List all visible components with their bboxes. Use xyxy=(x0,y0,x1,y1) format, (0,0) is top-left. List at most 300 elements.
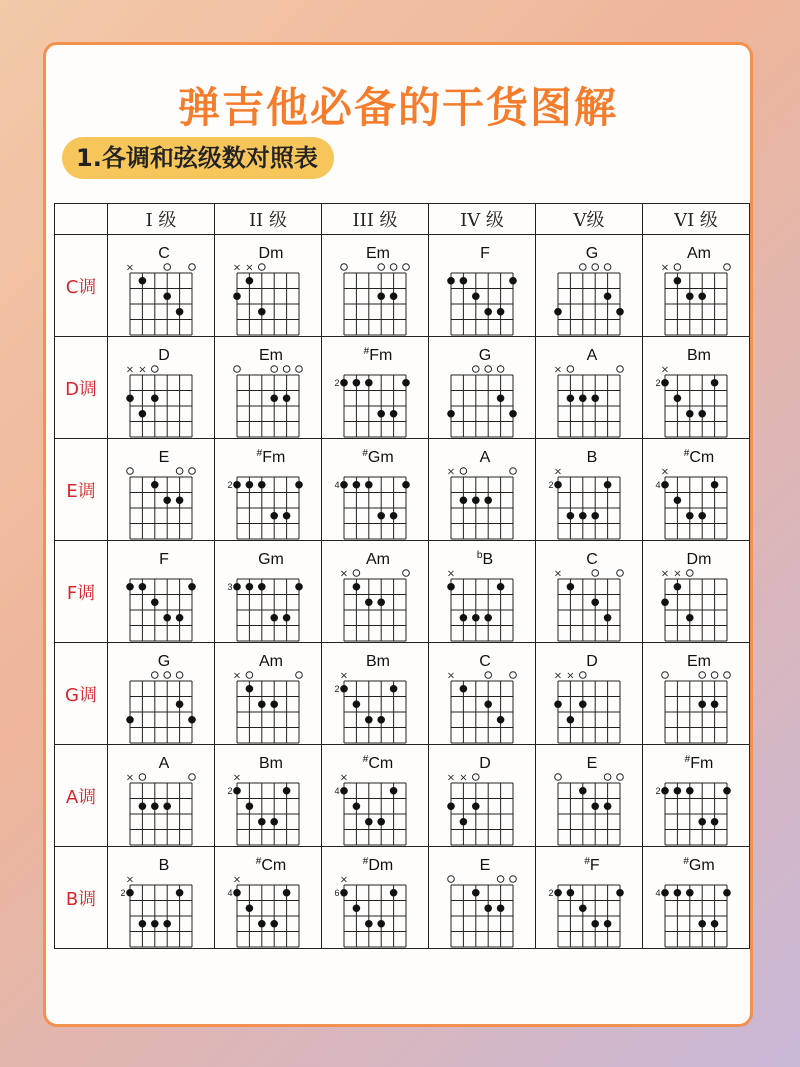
chord-name: Em xyxy=(687,653,711,670)
muted-string-marker: × xyxy=(125,772,135,784)
chord-name: #Fm xyxy=(363,346,393,364)
chord-diagram xyxy=(429,337,535,438)
finger-dot xyxy=(151,920,159,928)
fret-number: 4 xyxy=(655,887,661,898)
fretboard-grid xyxy=(451,783,513,845)
finger-dot xyxy=(460,818,468,826)
finger-dot xyxy=(591,920,599,928)
chord-cell xyxy=(536,541,643,643)
finger-dot xyxy=(295,583,303,591)
muted-string-marker: × xyxy=(245,262,254,274)
finger-dot xyxy=(340,787,348,795)
open-string-marker xyxy=(127,468,134,475)
fret-number: 2 xyxy=(120,887,126,898)
open-string-marker xyxy=(592,570,599,577)
open-string-marker xyxy=(152,366,159,373)
muted-string-marker: × xyxy=(660,466,670,478)
finger-dot xyxy=(567,716,575,724)
chord-name: B xyxy=(586,449,598,466)
chord-diagram xyxy=(108,847,214,948)
finger-dot xyxy=(353,481,361,489)
finger-dot xyxy=(377,598,385,606)
finger-dot xyxy=(258,481,266,489)
fret-number: 4 xyxy=(334,479,340,490)
fretboard-grid xyxy=(130,477,192,539)
chord-diagram xyxy=(643,541,749,642)
finger-dot xyxy=(176,614,184,622)
finger-dot xyxy=(460,685,468,693)
open-string-marker xyxy=(555,774,562,781)
fret-number: 6 xyxy=(334,887,340,898)
chord-cell xyxy=(429,745,536,847)
fret-number: 4 xyxy=(227,887,233,898)
chord-diagram xyxy=(643,745,749,846)
open-string-marker xyxy=(390,264,397,271)
chord-name: #Gm xyxy=(362,448,394,466)
muted-string-marker: × xyxy=(553,568,563,580)
finger-dot xyxy=(579,394,587,402)
fretboard-grid xyxy=(451,477,513,539)
muted-string-marker: × xyxy=(125,262,135,274)
finger-dot xyxy=(151,598,159,606)
finger-dot xyxy=(686,614,694,622)
fret-number: 2 xyxy=(548,887,554,898)
chord-cell xyxy=(215,439,322,541)
finger-dot xyxy=(711,920,719,928)
chord-diagram xyxy=(429,745,535,846)
key-label: E调 xyxy=(55,439,108,541)
chord-name: G xyxy=(157,653,171,670)
finger-dot xyxy=(163,496,171,504)
fret-number: 2 xyxy=(227,785,233,796)
chord-diagram xyxy=(215,745,321,846)
chord-cell xyxy=(643,337,750,439)
open-string-marker xyxy=(283,366,290,373)
chord-diagram xyxy=(536,235,642,336)
chord-cell xyxy=(322,235,429,337)
finger-dot xyxy=(711,379,719,387)
open-string-marker xyxy=(152,672,159,679)
open-string-marker xyxy=(724,264,731,271)
finger-dot xyxy=(377,292,385,300)
chord-name: D xyxy=(586,653,598,670)
finger-dot xyxy=(340,379,348,387)
finger-dot xyxy=(390,292,398,300)
chord-diagram xyxy=(108,439,214,540)
open-string-marker xyxy=(497,876,504,883)
chord-cell xyxy=(643,235,750,337)
table-row xyxy=(55,643,750,745)
open-string-marker xyxy=(604,264,611,271)
open-string-marker xyxy=(403,570,410,577)
finger-dot xyxy=(591,512,599,520)
finger-dot xyxy=(163,802,171,810)
chart-card xyxy=(43,42,753,1027)
finger-dot xyxy=(591,802,599,810)
chord-cell xyxy=(643,439,750,541)
table-row xyxy=(55,337,750,439)
chord-cell xyxy=(108,643,215,745)
finger-dot xyxy=(604,802,612,810)
finger-dot xyxy=(283,787,291,795)
open-string-marker xyxy=(662,672,669,679)
finger-dot xyxy=(139,802,147,810)
finger-dot xyxy=(554,308,562,316)
chord-name: Dm xyxy=(258,245,284,262)
muted-string-marker: × xyxy=(446,772,456,784)
chord-cell xyxy=(536,235,643,337)
finger-dot xyxy=(567,583,575,591)
key-label: G调 xyxy=(55,643,108,745)
finger-dot xyxy=(233,583,241,591)
degree-header: IV 级 xyxy=(429,204,536,235)
chord-diagram xyxy=(643,337,749,438)
finger-dot xyxy=(604,614,612,622)
finger-dot xyxy=(661,598,669,606)
finger-dot xyxy=(472,802,480,810)
chord-cell xyxy=(429,847,536,949)
finger-dot xyxy=(377,512,385,520)
finger-dot xyxy=(176,700,184,708)
chord-diagram xyxy=(108,745,214,846)
open-string-marker xyxy=(189,774,196,781)
finger-dot xyxy=(591,598,599,606)
chord-cell xyxy=(322,745,429,847)
fretboard-grid xyxy=(344,273,406,335)
fretboard-grid xyxy=(451,375,513,437)
finger-dot xyxy=(579,904,587,912)
finger-dot xyxy=(698,512,706,520)
finger-dot xyxy=(402,481,410,489)
chord-name: C xyxy=(158,245,170,262)
finger-dot xyxy=(554,889,562,897)
muted-string-marker: × xyxy=(232,262,242,274)
finger-dot xyxy=(686,410,694,418)
chord-name: E xyxy=(479,857,491,874)
chord-cell xyxy=(429,337,536,439)
chord-diagram xyxy=(215,541,321,642)
chord-cell xyxy=(536,337,643,439)
finger-dot xyxy=(567,889,575,897)
finger-dot xyxy=(661,889,669,897)
finger-dot xyxy=(340,889,348,897)
chord-cell xyxy=(108,235,215,337)
finger-dot xyxy=(365,920,373,928)
fret-number: 2 xyxy=(227,479,233,490)
chord-diagram xyxy=(429,643,535,744)
finger-dot xyxy=(402,379,410,387)
chord-cell xyxy=(322,337,429,439)
open-string-marker xyxy=(246,672,253,679)
finger-dot xyxy=(233,889,241,897)
chord-diagram xyxy=(215,439,321,540)
open-string-marker xyxy=(580,672,587,679)
chord-cell xyxy=(215,337,322,439)
finger-dot xyxy=(188,716,196,724)
chord-cell xyxy=(429,439,536,541)
finger-dot xyxy=(616,889,624,897)
finger-dot xyxy=(246,685,254,693)
fretboard-grid xyxy=(558,273,620,335)
chord-name: A xyxy=(479,449,491,466)
chord-name: Am xyxy=(366,551,390,568)
open-string-marker xyxy=(510,672,517,679)
muted-string-marker: × xyxy=(125,874,135,886)
muted-string-marker: × xyxy=(553,670,563,682)
muted-string-marker: × xyxy=(660,262,670,274)
finger-dot xyxy=(579,700,587,708)
chord-name: A xyxy=(586,347,598,364)
chord-cell xyxy=(108,745,215,847)
chord-name: Bm xyxy=(366,653,390,670)
finger-dot xyxy=(509,410,517,418)
finger-dot xyxy=(447,410,455,418)
finger-dot xyxy=(246,904,254,912)
finger-dot xyxy=(711,481,719,489)
finger-dot xyxy=(579,512,587,520)
finger-dot xyxy=(698,292,706,300)
finger-dot xyxy=(723,889,731,897)
fretboard-grid xyxy=(237,375,299,437)
finger-dot xyxy=(126,716,134,724)
finger-dot xyxy=(283,614,291,622)
finger-dot xyxy=(246,481,254,489)
table-row xyxy=(55,847,750,949)
muted-string-marker: × xyxy=(446,670,456,682)
open-string-marker xyxy=(176,672,183,679)
chord-cell xyxy=(322,439,429,541)
fretboard-grid xyxy=(130,783,192,845)
chord-cell xyxy=(643,745,750,847)
muted-string-marker: × xyxy=(553,364,563,376)
degree-header: II 级 xyxy=(215,204,322,235)
finger-dot xyxy=(711,700,719,708)
open-string-marker xyxy=(271,366,278,373)
chord-cell xyxy=(536,643,643,745)
chord-name: D xyxy=(158,347,170,364)
muted-string-marker: × xyxy=(339,670,349,682)
open-string-marker xyxy=(164,672,171,679)
finger-dot xyxy=(497,583,505,591)
chord-diagram xyxy=(322,541,428,642)
finger-dot xyxy=(340,481,348,489)
open-string-marker xyxy=(604,774,611,781)
finger-dot xyxy=(390,410,398,418)
finger-dot xyxy=(497,904,505,912)
chord-name: #Cm xyxy=(362,754,394,772)
finger-dot xyxy=(365,379,373,387)
open-string-marker xyxy=(473,366,480,373)
chord-cell xyxy=(322,643,429,745)
open-string-marker xyxy=(567,366,574,373)
finger-dot xyxy=(353,802,361,810)
page-title: 弹吉他必备的干货图解 xyxy=(177,83,618,132)
open-string-marker xyxy=(592,264,599,271)
chord-name: G xyxy=(585,245,599,262)
chord-name: #Dm xyxy=(362,856,394,874)
finger-dot xyxy=(340,685,348,693)
finger-dot xyxy=(151,802,159,810)
finger-dot xyxy=(353,583,361,591)
finger-dot xyxy=(353,700,361,708)
finger-dot xyxy=(484,308,492,316)
finger-dot xyxy=(567,512,575,520)
chord-diagram xyxy=(108,235,214,336)
finger-dot xyxy=(674,889,682,897)
chord-cell xyxy=(215,745,322,847)
muted-string-marker: × xyxy=(459,772,468,784)
chord-name: Em xyxy=(366,245,390,262)
degree-header: I 级 xyxy=(108,204,215,235)
chord-diagram xyxy=(108,337,214,438)
open-string-marker xyxy=(617,366,624,373)
chord-name: F xyxy=(159,551,169,568)
open-string-marker xyxy=(176,468,183,475)
finger-dot xyxy=(377,410,385,418)
finger-dot xyxy=(353,379,361,387)
muted-string-marker: × xyxy=(566,670,575,682)
section-badge: 1.各调和弦级数对照表 xyxy=(62,137,334,179)
open-string-marker xyxy=(378,264,385,271)
chord-cell xyxy=(429,643,536,745)
muted-string-marker: × xyxy=(232,670,242,682)
chord-diagram xyxy=(536,541,642,642)
finger-dot xyxy=(283,512,291,520)
finger-dot xyxy=(176,496,184,504)
finger-dot xyxy=(509,277,517,285)
finger-dot xyxy=(258,920,266,928)
finger-dot xyxy=(698,410,706,418)
open-string-marker xyxy=(403,264,410,271)
fret-number: 2 xyxy=(334,377,340,388)
finger-dot xyxy=(126,889,134,897)
muted-string-marker: × xyxy=(553,466,563,478)
chord-cell xyxy=(215,847,322,949)
finger-dot xyxy=(390,685,398,693)
chord-cell xyxy=(322,847,429,949)
finger-dot xyxy=(246,583,254,591)
table-row xyxy=(55,541,750,643)
finger-dot xyxy=(472,614,480,622)
finger-dot xyxy=(460,614,468,622)
muted-string-marker: × xyxy=(660,568,670,580)
fretboard-grid xyxy=(558,681,620,743)
fretboard-grid xyxy=(130,375,192,437)
open-string-marker xyxy=(234,366,241,373)
chord-name: Bm xyxy=(687,347,711,364)
finger-dot xyxy=(258,700,266,708)
finger-dot xyxy=(295,481,303,489)
chord-table xyxy=(54,203,750,949)
header-row xyxy=(55,204,750,235)
finger-dot xyxy=(604,920,612,928)
finger-dot xyxy=(711,818,719,826)
chord-diagram xyxy=(322,235,428,336)
chord-name: $^b$B xyxy=(476,550,494,568)
finger-dot xyxy=(353,904,361,912)
open-string-marker xyxy=(485,672,492,679)
finger-dot xyxy=(163,292,171,300)
chord-name: Am xyxy=(259,653,283,670)
open-string-marker xyxy=(259,264,266,271)
finger-dot xyxy=(674,583,682,591)
finger-dot xyxy=(591,394,599,402)
chord-diagram xyxy=(108,643,214,744)
chord-cell xyxy=(322,541,429,643)
chord-name: #F xyxy=(584,856,600,874)
finger-dot xyxy=(365,818,373,826)
chord-diagram xyxy=(643,643,749,744)
table-row xyxy=(55,745,750,847)
chord-diagram xyxy=(322,439,428,540)
finger-dot xyxy=(567,394,575,402)
finger-dot xyxy=(233,292,241,300)
finger-dot xyxy=(698,700,706,708)
fret-number: 4 xyxy=(655,479,661,490)
open-string-marker xyxy=(341,264,348,271)
open-string-marker xyxy=(497,366,504,373)
chord-diagram xyxy=(536,847,642,948)
chord-cell xyxy=(215,541,322,643)
chord-name: C xyxy=(586,551,598,568)
chord-cell xyxy=(215,235,322,337)
header-corner xyxy=(55,204,108,235)
chord-cell xyxy=(643,643,750,745)
open-string-marker xyxy=(674,264,681,271)
key-label: A调 xyxy=(55,745,108,847)
chord-cell xyxy=(429,541,536,643)
finger-dot xyxy=(139,277,147,285)
finger-dot xyxy=(497,394,505,402)
finger-dot xyxy=(472,496,480,504)
finger-dot xyxy=(365,481,373,489)
finger-dot xyxy=(484,904,492,912)
key-label: F调 xyxy=(55,541,108,643)
finger-dot xyxy=(723,787,731,795)
finger-dot xyxy=(686,889,694,897)
fretboard-grid xyxy=(558,375,620,437)
finger-dot xyxy=(176,889,184,897)
finger-dot xyxy=(472,889,480,897)
open-string-marker xyxy=(460,468,467,475)
fret-number: 2 xyxy=(655,785,661,796)
finger-dot xyxy=(661,787,669,795)
fret-number: 2 xyxy=(334,683,340,694)
chord-diagram xyxy=(429,847,535,948)
finger-dot xyxy=(686,292,694,300)
muted-string-marker: × xyxy=(138,364,147,376)
open-string-marker xyxy=(139,774,146,781)
finger-dot xyxy=(674,496,682,504)
finger-dot xyxy=(270,394,278,402)
finger-dot xyxy=(246,277,254,285)
chord-cell xyxy=(108,337,215,439)
fret-number: 4 xyxy=(334,785,340,796)
chord-name: Em xyxy=(259,347,283,364)
finger-dot xyxy=(377,716,385,724)
finger-dot xyxy=(554,481,562,489)
chord-cell xyxy=(536,745,643,847)
finger-dot xyxy=(233,481,241,489)
chord-name: Bm xyxy=(259,755,283,772)
muted-string-marker: × xyxy=(232,772,242,784)
open-string-marker xyxy=(473,774,480,781)
finger-dot xyxy=(151,394,159,402)
open-string-marker xyxy=(353,570,360,577)
degree-header: III 级 xyxy=(322,204,429,235)
chord-diagram xyxy=(322,337,428,438)
muted-string-marker: × xyxy=(339,772,349,784)
